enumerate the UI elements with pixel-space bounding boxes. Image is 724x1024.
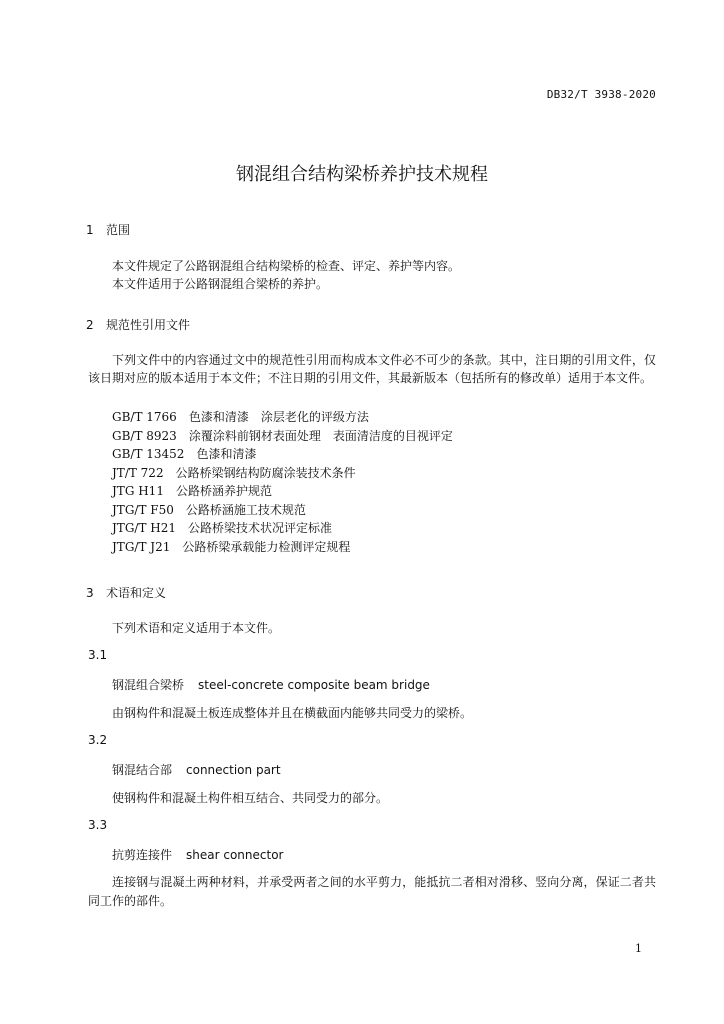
section-title: 范围 [106,223,131,237]
reference-code: JTG H11 [112,484,164,498]
reference-item [112,538,453,557]
term-definition: 使钢构件和混凝土构件相互结合、共同受力的部分。 [112,791,389,805]
term-name-zh: 钢混结合部 [112,763,173,777]
reference-code: GB/T 1766 [112,410,177,424]
reference-item [112,519,453,538]
term-name-zh: 抗剪连接件 [112,848,173,862]
term-name [112,846,283,863]
term-name-en: connection part [186,763,281,777]
section-number: 2 [86,318,94,332]
page-number: 1 [635,942,642,955]
term-number: 3.1 [88,648,108,662]
reference-item [112,445,453,464]
term-name-zh: 钢混组合梁桥 [112,678,185,692]
reference-title: 涂覆涂料前钢材表面处理 表面清洁度的目视评定 [188,428,453,443]
reference-code: JTG/T H21 [112,521,176,535]
section-number: 3 [86,586,94,600]
terms-intro: 下列术语和定义适用于本文件。 [112,621,281,635]
reference-item [112,408,453,427]
term-name [112,676,430,693]
section-title: 规范性引用文件 [106,318,191,332]
reference-item [112,464,453,483]
term-number: 3.3 [88,818,108,832]
reference-code: JTG/T J21 [112,539,171,554]
reference-title: 公路桥涵施工技术规范 [185,502,306,517]
term-name-en: shear connector [186,848,284,862]
term-number: 3.2 [88,733,108,747]
section-heading-normative [86,316,190,333]
reference-code: GB/T 13452 [112,447,185,461]
standard-number: DB32/T 3938-2020 [546,88,656,101]
normative-intro: 下列文件中的内容通过文中的规范性引用而构成本文件必不可少的条款。其中，注日期的引用文件，仅该日期对应的版本适用于本文件；不注日期的引用文件，其最新版本（包括所有的修改单）适用于本文件。 [88,353,656,385]
reference-title: 公路桥涵养护规范 [175,484,272,498]
scope-paragraph-1: 本文件规定了公路钢混组合结构梁桥的检查、评定、养护等内容。 [112,259,461,273]
reference-code: JT/T 722 [112,465,164,480]
term-definition: 连接钢与混凝土两种材料，并承受两者之间的水平剪力，能抵抗二者相对滑移、竖向分离，保证二者共同工作的部件。 [88,875,656,908]
reference-item [112,482,453,501]
reference-item [112,427,453,446]
scope-paragraph-2: 本文件适用于公路钢混组合梁桥的养护。 [112,277,329,291]
reference-title: 公路桥梁钢结构防腐涂装技术条件 [175,465,356,480]
term-name [112,761,281,778]
reference-list [112,408,453,556]
reference-code: GB/T 8923 [112,428,177,443]
reference-item [112,501,453,520]
section-heading-terms [86,584,166,601]
section-number: 1 [86,223,94,237]
document-title: 钢混组合结构梁桥养护技术规程 [236,164,488,185]
reference-title: 公路桥梁技术状况评定标准 [188,521,333,535]
section-heading-scope [86,221,130,238]
section-title: 术语和定义 [106,586,167,600]
reference-code: JTG/T F50 [112,502,174,517]
reference-title: 色漆和清漆 [196,447,257,461]
term-name-en: steel-concrete composite beam bridge [198,678,430,692]
term-definition: 由钢构件和混凝土板连成整体并且在横截面内能够共同受力的梁桥。 [112,706,473,720]
reference-title: 公路桥梁承载能力检测评定规程 [182,539,351,554]
reference-title: 色漆和清漆 涂层老化的评级方法 [188,410,369,424]
